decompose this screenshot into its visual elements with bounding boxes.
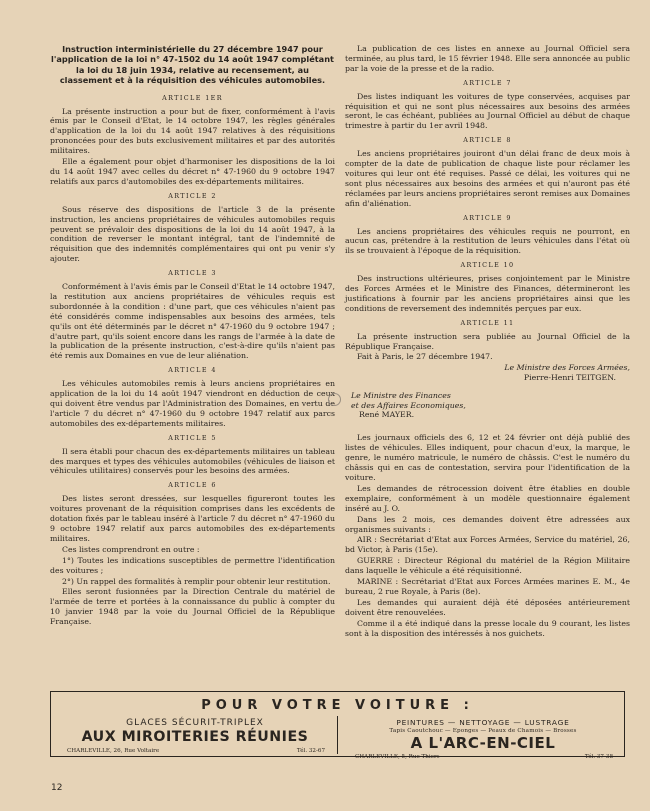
article-paragraph: 2°) Un rappel des formalités à remplir pour obtenir leur restitution.: [62, 576, 331, 586]
article-heading: ARTICLE 2: [168, 191, 217, 200]
minister2-name: René MAYER.: [359, 410, 415, 419]
notice-paragraph: Les demandes qui auraient déjà été déposées antérieurement doivent être renouvelées.: [345, 597, 630, 617]
advert-right-line1: PEINTURES — NETTOYAGE — LUSTRAGE: [396, 718, 570, 727]
notice-paragraph: Comme il a été indiqué dans la presse locale du 9 courant, les listes sont à la disposition des intéressés à nos guichets.: [345, 618, 630, 638]
advert-right-phone: Tél. 37-38: [584, 754, 613, 760]
notice-paragraph: Les journaux officiels des 6, 12 et 24 février ont déjà publié des listes de véhicules. Elles indiquent, pour chacun d'eux, la marque, le genre, le numéro matricule, le numéro de châssis. C'est le numéro du châssis qui en cas de contestation, servira pour l'identification de la voiture.: [345, 433, 630, 483]
advert-left-address-row: [55, 748, 335, 756]
notice-paragraph: MARINE : Secrétariat d'Etat aux Forces Armées marines E. M., 4e bureau, 2 rue Royale, à Paris (8e).: [345, 577, 630, 596]
article-heading: ARTICLE 8: [463, 136, 512, 145]
article-heading: ARTICLE 10: [460, 261, 515, 270]
article-paragraph: Elle a également pour objet d'harmoniser les dispositions de la loi du 14 août 1947 avec celles du décret n° 47-1960 du 9 octobre 1947 relatifs aux parcs d'automobiles des ex-départements militaires.: [50, 157, 335, 186]
article-heading: ARTICLE 4: [168, 366, 217, 375]
article-paragraph: Des listes indiquant les voitures de type conservées, acquises par réquisition et qui ne sont plus nécessaires aux besoins des armées seront, le cas échéant, publiées au Journal Officiel au début de chaque trimestre à partir du 1er avril 1948.: [345, 91, 630, 131]
article-heading: ARTICLE 1ER: [162, 93, 223, 102]
minister1-title: Le Ministre des Forces Armées,: [504, 363, 630, 373]
advert-left-phone: Tél. 32-67: [296, 748, 325, 754]
document-title: Instruction interministérielle du 27 décembre 1947 pour l'application de la loi n° 47-1502 du 14 août 1947 complétant la loi du 18 juin 1934, relative au recensement, au classement et à la réquisition des véhicules automobiles.: [51, 44, 334, 86]
article-paragraph: La présente instruction a pour but de fixer, conformément à l'avis émis par le Conseil d'Etat, le 14 octobre 1947, les règles générales d'application de la loi du 14 août 1947 relatives à des réquisitions prononcées pour des buts exclusivement militaires et par des autorités militaires.: [50, 106, 335, 156]
article-paragraph: Ces listes comprendront en outre :: [62, 544, 200, 554]
page-number: 12: [51, 783, 63, 793]
article-paragraph: Des instructions ultérieures, prises conjointement par le Ministre des Forces Armées et le Ministre des Finances, détermineront les justifications à fournir par les anciens propriétaires ainsi que les conditions de reversement des indemnités perçues par eux.: [345, 274, 630, 313]
article-paragraph: Conformément à l'avis émis par le Conseil d'Etat le 14 octobre 1947, la restitution aux anciens propriétaires de véhicules requis est subordonnée à la condition : d'une part, que ces véhicules n'aient pas été considérés comme indispensables aux besoins des armées, tels qu'ils ont été déterminés par le décret n° 47-1960 du 9 octobre 1947 ; d'autre part, qu'ils soient encore dans les rangs de l'armée à la date de la publication de la présente instruction, c'est-à-dire qu'ils n'aient pas été remis aux Domaines en vue de leur aliénation.: [50, 282, 335, 361]
right-column: [345, 44, 630, 640]
article-paragraph: Les anciens propriétaires jouiront d'un délai franc de deux mois à compter de la date de publication de chaque liste pour réclamer les voitures qui leur ont été requises. Passé ce délai, les voitures qui ne sont plus nécessaires aux besoins des armées et qui n'auront pas été réclamées par leurs anciens propriétaires seront remises aux Domaines afin d'aliénation.: [345, 149, 630, 208]
article-paragraph: Les véhicules automobiles remis à leurs anciens propriétaires en application de la loi du 14 août 1947 viendront en déduction de ceux qui doivent être vendus par l'Administration des Domaines, en vertu de l'article 7 du décret n° 47-1960 du 9 octobre 1947 relatif aux parcs automobiles des ex-départements militaires.: [50, 379, 335, 428]
article-heading: ARTICLE 6: [168, 481, 217, 490]
notice-paragraph: AIR : Secrétariat d'Etat aux Forces Armées, Service du matériel, 26, bd Victor, à Paris (15e).: [345, 535, 630, 555]
advert-right-name: A L'ARC-EN-CIEL: [410, 734, 556, 752]
article-heading: ARTICLE 3: [168, 269, 217, 278]
minister2-title-line1: Le Ministre des Finances: [351, 391, 451, 401]
article-paragraph: Des listes seront dressées, sur lesquelles figureront toutes les voitures provenant de la réquisition comprises dans les excédents de dotation fixés par le tableau inséré à l'article 7 du décret n° 47-1960 du 9 octobre 1947 relatif aux parcs automobiles des ex-départements militaires.: [50, 494, 335, 543]
article-paragraph: La publication de ces listes en annexe au Journal Officiel sera terminée, au plus tard, le 15 février 1948. Elle sera annoncée au public par la voie de la presse et de la radio.: [345, 44, 630, 73]
library-stamp-icon: [328, 393, 341, 406]
advert-headline: POUR VOTRE VOITURE :: [201, 698, 474, 713]
article-paragraph: Il sera établi pour chacun des ex-départements militaires un tableau des marques et types des véhicules automobiles (véhicules de liaison et véhicules utilitaires) conservés pour les besoins des armées.: [50, 446, 335, 476]
advert-left-address: CHARLEVILLE, 26, Rue Voltaire: [67, 748, 160, 754]
minister2-title-line2: et des Affaires Economiques,: [351, 400, 466, 410]
article-paragraph: Les anciens propriétaires des véhicules requis ne pourront, en aucun cas, prétendre à la restitution de leurs véhicules dans l'état où ils se trouvaient à l'époque de la réquisition.: [345, 226, 630, 256]
advert-left: [55, 718, 335, 756]
minister2-block: [351, 391, 630, 419]
advertisement-box: [50, 691, 625, 760]
signature-date: Fait à Paris, le 27 décembre 1947.: [357, 352, 493, 362]
article-paragraph: Sous réserve des dispositions de l'article 3 de la présente instruction, les anciens propriétaires de véhicules automobiles requis peuvent se prévaloir des dispositions de la loi du 14 août 1947, à la condition de reverser le montant intégral, tant de l'indemnité de réquisition que des indemnités complémentaires qui ont pu venir s'y ajouter.: [50, 204, 335, 264]
advert-right: [343, 718, 623, 762]
notice-paragraph: Les demandes de rétrocession doivent être établies en double exemplaire, conformément à un modèle questionnaire également inséré au J. O.: [345, 483, 630, 513]
advert-right-address-row: [343, 754, 623, 762]
article-heading: ARTICLE 11: [460, 318, 515, 327]
article-heading: ARTICLE 7: [463, 78, 512, 87]
notice-paragraph: Dans les 2 mois, ces demandes doivent être adressées aux organismes suivants :: [345, 514, 630, 534]
spacer: [345, 419, 630, 433]
minister1-name: Pierre-Henri TEITGEN.: [523, 373, 616, 383]
article-heading: ARTICLE 5: [168, 433, 217, 442]
article-paragraph: Elles seront fusionnées par la Direction Centrale du matériel de l'armée de terre et portées à la connaissance du public à compter du 10 janvier 1948 par la voie du Journal Officiel de la République Française.: [50, 587, 335, 627]
advert-right-line2: Tapis Caoutchouc — Eponges — Peaux de Chamois — Brosses: [389, 728, 577, 734]
article-paragraph: La présente instruction sera publiée au Journal Officiel de la République Française.: [345, 331, 630, 351]
advert-left-name: AUX MIROITERIES RÉUNIES: [81, 729, 309, 745]
article-paragraph: 1°) Toutes les indications susceptibles de permettre l'identification des voitures ;: [50, 555, 335, 575]
advert-right-address: CHARLEVILLE, 5, Rue Thiers: [355, 754, 440, 760]
left-column: [50, 44, 335, 628]
notice-paragraph: GUERRE : Directeur Régional du matériel de la Région Militaire dans laquelle le véhicule a été réquisitionné.: [345, 556, 630, 576]
article-heading: ARTICLE 9: [463, 213, 512, 222]
advert-divider: [337, 716, 338, 754]
advert-left-line1: GLACES SÉCURIT-TRIPLEX: [126, 718, 264, 728]
